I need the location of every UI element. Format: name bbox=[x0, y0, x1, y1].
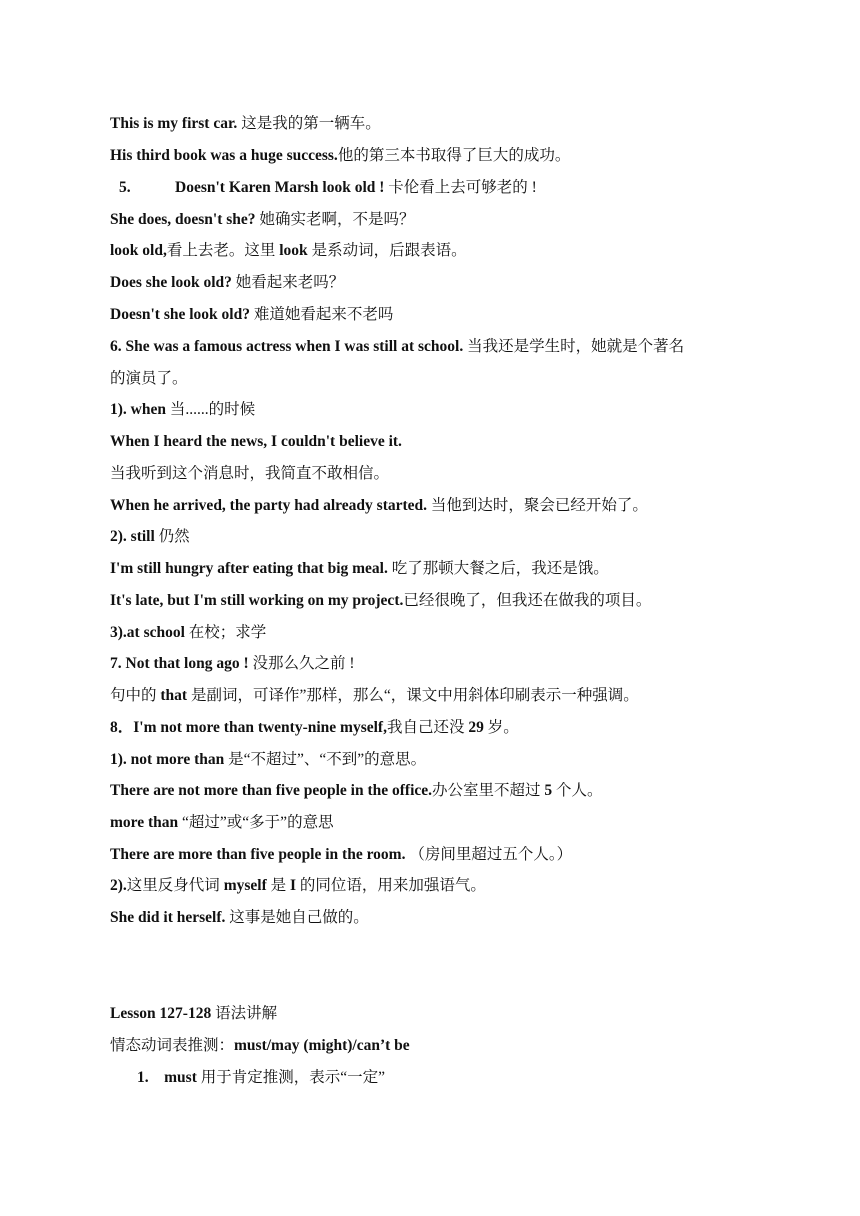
text-line: When he arrived, the party had already started. 当他到达时，聚会已经开始了。 bbox=[110, 497, 648, 514]
text-line: look old,看上去老。这里 look 是系动词，后跟表语。 bbox=[110, 242, 467, 259]
text-line: His third book was a huge success.他的第三本书取得了巨大的成功。 bbox=[110, 147, 571, 164]
text-line: more than “超过”或“多于”的意思 bbox=[110, 814, 334, 831]
lesson-heading: Lesson 127-128 语法讲解 bbox=[110, 1005, 278, 1022]
text-line: 的演员了。 bbox=[110, 370, 188, 387]
text-line: 7. Not that long ago ! 没那么久之前 ! bbox=[110, 655, 355, 672]
numbered-heading: 5. Doesn't Karen Marsh look old ! 卡伦看上去可够老的 ! bbox=[119, 179, 537, 196]
text-line: When I heard the news, I couldn't believe it. bbox=[110, 433, 402, 450]
text-line: There are more than five people in the room. （房间里超过五个人。） bbox=[110, 846, 573, 863]
text-line: 2).这里反身代词 myself 是 I 的同位语，用来加强语气。 bbox=[110, 877, 486, 894]
text-line: She did it herself. 这事是她自己做的。 bbox=[110, 909, 369, 926]
text-line: She does, doesn't she? 她确实老啊，不是吗？ bbox=[110, 211, 415, 228]
text-line: Doesn't she look old? 难道她看起来不老吗 bbox=[110, 306, 394, 323]
text-line: 情态动词表推测：must/may (might)/can’t be bbox=[110, 1037, 410, 1054]
text-line: There are not more than five people in the office.办公室里不超过 5 个人。 bbox=[110, 782, 603, 799]
text-line: Does she look old? 她看起来老吗？ bbox=[110, 274, 345, 291]
text-line: 1). when 当......的时候 bbox=[110, 401, 256, 418]
text-line: 3).at school 在校；求学 bbox=[110, 624, 267, 641]
text-line: 2). still 仍然 bbox=[110, 528, 190, 545]
text-line: 6. She was a famous actress when I was still at school. 当我还是学生时，她就是个著名 bbox=[110, 338, 685, 355]
text-line: It's late, but I'm still working on my project.已经很晚了，但我还在做我的项目。 bbox=[110, 592, 652, 609]
text-line: I'm still hungry after eating that big meal. 吃了那顿大餐之后，我还是饿。 bbox=[110, 560, 609, 577]
text-line: 句中的 that 是副词，可译作”那样，那么“，课文中用斜体印刷表示一种强调。 bbox=[110, 687, 639, 704]
text-line: This is my first car. 这是我的第一辆车。 bbox=[110, 115, 381, 132]
text-line: 8．I'm not more than twenty-nine myself,我自己还没 29 岁。 bbox=[110, 719, 519, 736]
text-line: 1). not more than 是“不超过”、“不到”的意思。 bbox=[110, 751, 427, 768]
numbered-item: 1. must 用于肯定推测，表示“一定” bbox=[137, 1069, 385, 1086]
text-line: 当我听到这个消息时，我简直不敢相信。 bbox=[110, 465, 390, 482]
